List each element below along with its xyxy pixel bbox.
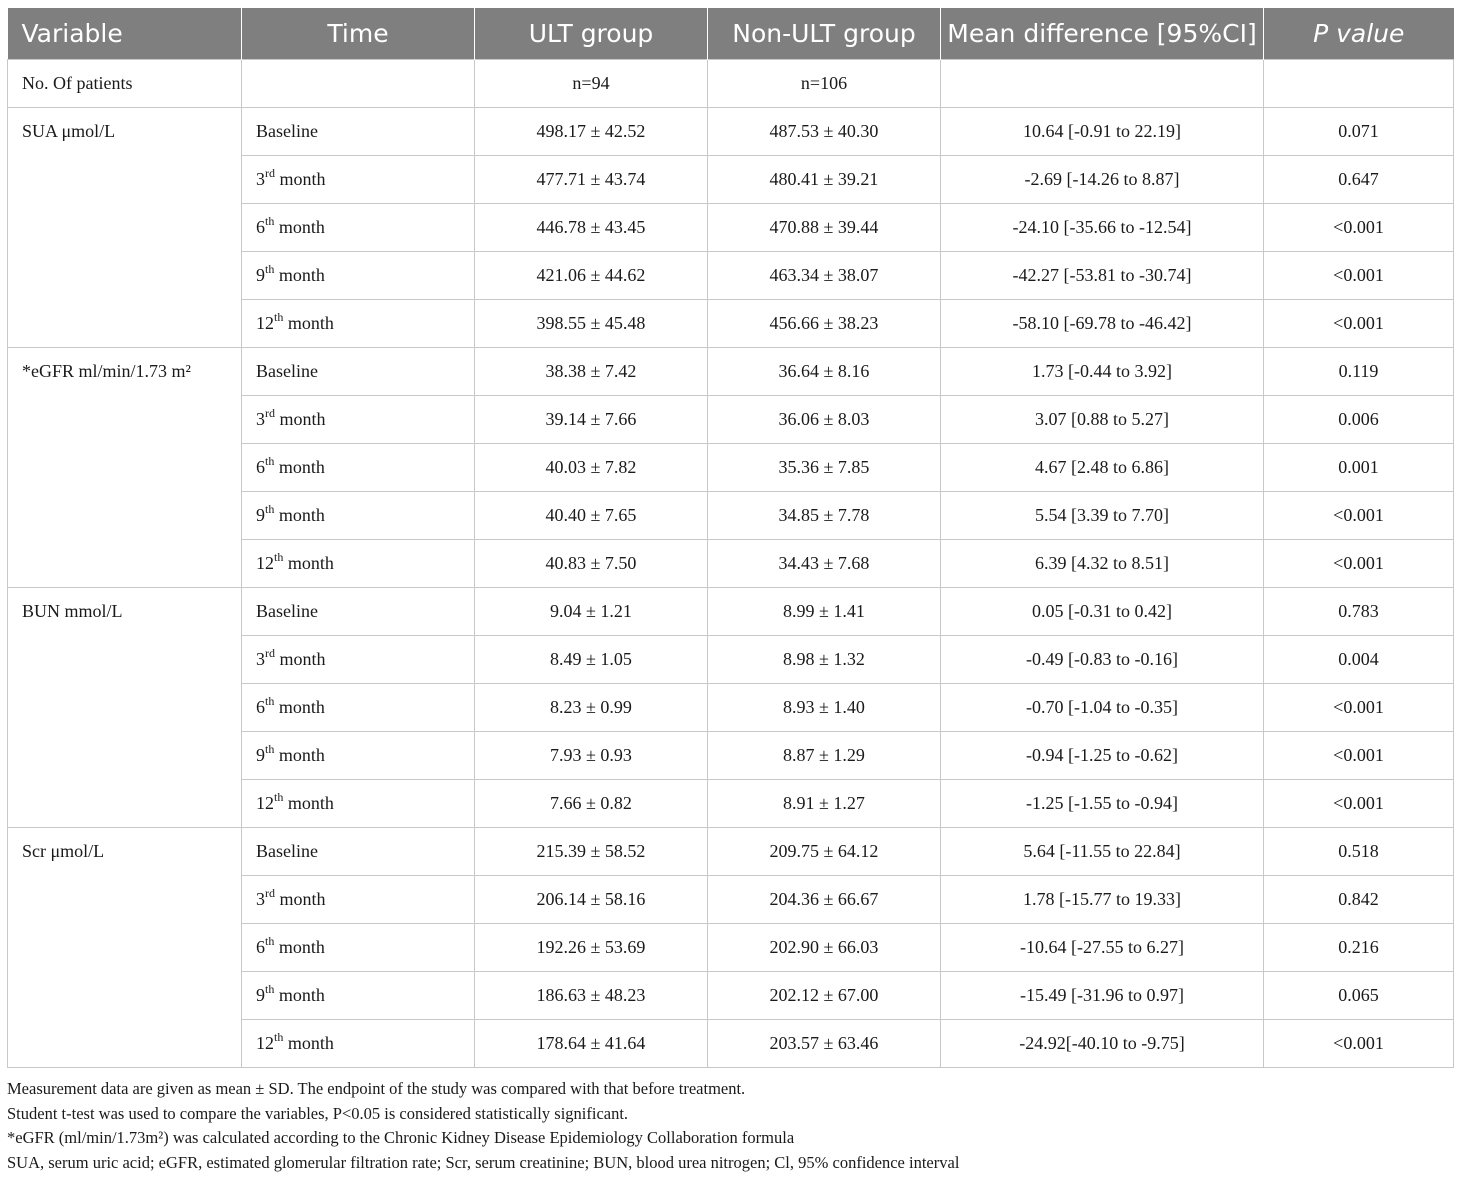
p-value-cell: 0.647	[1264, 156, 1454, 204]
time-value: 9	[256, 265, 265, 285]
p-value-cell: 0.216	[1264, 924, 1454, 972]
mean-difference-cell: 1.73 [-0.44 to 3.92]	[941, 348, 1264, 396]
header-ult-group: ULT group	[475, 8, 708, 60]
ult-value-cell: 9.04 ± 1.21	[475, 588, 708, 636]
non-ult-value-cell: 202.12 ± 67.00	[708, 972, 941, 1020]
ult-value-cell: 215.39 ± 58.52	[475, 828, 708, 876]
ordinal-suffix: th	[265, 454, 275, 468]
p-value-cell: <0.001	[1264, 300, 1454, 348]
p-value-cell: 0.518	[1264, 828, 1454, 876]
variable-cell: SUA μmol/L	[8, 108, 242, 348]
non-ult-value-cell: 487.53 ± 40.30	[708, 108, 941, 156]
time-unit: month	[275, 649, 326, 669]
time-cell	[242, 1020, 475, 1068]
ult-value-cell: 7.66 ± 0.82	[475, 780, 708, 828]
header-p-value: P value	[1264, 8, 1454, 60]
time-cell	[242, 492, 475, 540]
time-cell	[242, 876, 475, 924]
ult-value-cell: 8.49 ± 1.05	[475, 636, 708, 684]
time-cell	[242, 636, 475, 684]
non-ult-value-cell: 8.93 ± 1.40	[708, 684, 941, 732]
ordinal-suffix: th	[274, 310, 284, 324]
mean-difference-cell: 4.67 [2.48 to 6.86]	[941, 444, 1264, 492]
variable-cell: BUN mmol/L	[8, 588, 242, 828]
ordinal-suffix: th	[265, 982, 275, 996]
table-footnotes	[7, 1077, 1453, 1175]
time-value: 6	[256, 217, 265, 237]
ordinal-suffix: th	[265, 934, 275, 948]
results-table	[7, 8, 1454, 1068]
ult-value-cell: 38.38 ± 7.42	[475, 348, 708, 396]
mean-difference-cell: -58.10 [-69.78 to -46.42]	[941, 300, 1264, 348]
time-cell	[242, 444, 475, 492]
patients-diff-cell	[941, 60, 1264, 108]
time-unit: month	[274, 697, 325, 717]
ult-value-cell: 39.14 ± 7.66	[475, 396, 708, 444]
time-value: 12	[256, 313, 274, 333]
header-variable: Variable	[8, 8, 242, 60]
mean-difference-cell: -24.10 [-35.66 to -12.54]	[941, 204, 1264, 252]
non-ult-value-cell: 202.90 ± 66.03	[708, 924, 941, 972]
ordinal-suffix: th	[265, 742, 275, 756]
header-mean-difference: Mean difference [95%CI]	[941, 8, 1264, 60]
time-value: 6	[256, 937, 265, 957]
mean-difference-cell: -10.64 [-27.55 to 6.27]	[941, 924, 1264, 972]
mean-difference-cell: 10.64 [-0.91 to 22.19]	[941, 108, 1264, 156]
ult-value-cell: 40.03 ± 7.82	[475, 444, 708, 492]
p-value-cell: <0.001	[1264, 204, 1454, 252]
ult-value-cell: 498.17 ± 42.52	[475, 108, 708, 156]
time-cell	[242, 204, 475, 252]
mean-difference-cell: 1.78 [-15.77 to 19.33]	[941, 876, 1264, 924]
table-row	[8, 588, 1454, 636]
time-value: 3	[256, 889, 265, 909]
p-value-cell: 0.065	[1264, 972, 1454, 1020]
time-unit: month	[274, 265, 325, 285]
p-value-cell: <0.001	[1264, 252, 1454, 300]
p-value-cell: 0.119	[1264, 348, 1454, 396]
header-non-ult-group: Non-ULT group	[708, 8, 941, 60]
time-cell	[242, 924, 475, 972]
footnote: Student t-test was used to compare the variables, P<0.05 is considered statistically significant.	[7, 1103, 629, 1123]
ordinal-suffix: th	[274, 1030, 284, 1044]
ordinal-suffix: rd	[265, 406, 275, 420]
ordinal-suffix: th	[265, 262, 275, 276]
mean-difference-cell: -24.92[-40.10 to -9.75]	[941, 1020, 1264, 1068]
variable-cell: *eGFR ml/min/1.73 m²	[8, 348, 242, 588]
patients-time-cell	[242, 60, 475, 108]
p-value-cell: 0.783	[1264, 588, 1454, 636]
p-value-cell: 0.004	[1264, 636, 1454, 684]
time-unit: month	[274, 745, 325, 765]
time-unit: month	[275, 169, 326, 189]
time-unit: month	[275, 409, 326, 429]
time-value: 9	[256, 745, 265, 765]
footnote: SUA, serum uric acid; eGFR, estimated glomerular filtration rate; Scr, serum creatinine; BUN, blood urea nitrogen; Cl, 95% confidence interval	[7, 1152, 960, 1172]
time-cell	[242, 396, 475, 444]
time-unit: month	[274, 937, 325, 957]
p-value-cell: <0.001	[1264, 540, 1454, 588]
time-cell	[242, 348, 475, 396]
non-ult-value-cell: 203.57 ± 63.46	[708, 1020, 941, 1068]
time-cell	[242, 972, 475, 1020]
p-value-cell: <0.001	[1264, 1020, 1454, 1068]
non-ult-value-cell: 36.64 ± 8.16	[708, 348, 941, 396]
time-value: 9	[256, 505, 265, 525]
ult-value-cell: 192.26 ± 53.69	[475, 924, 708, 972]
mean-difference-cell: 5.64 [-11.55 to 22.84]	[941, 828, 1264, 876]
p-value-cell: <0.001	[1264, 492, 1454, 540]
ordinal-suffix: th	[265, 502, 275, 516]
p-value-cell: 0.842	[1264, 876, 1454, 924]
non-ult-value-cell: 36.06 ± 8.03	[708, 396, 941, 444]
footnote: Measurement data are given as mean ± SD. The endpoint of the study was compared with that before treatment.	[7, 1079, 746, 1098]
mean-difference-cell: 0.05 [-0.31 to 0.42]	[941, 588, 1264, 636]
non-ult-value-cell: 8.99 ± 1.41	[708, 588, 941, 636]
p-value-cell: <0.001	[1264, 780, 1454, 828]
p-value-cell: 0.006	[1264, 396, 1454, 444]
patients-non-ult-count: n=106	[708, 60, 941, 108]
ordinal-suffix: th	[274, 790, 284, 804]
ult-value-cell: 40.83 ± 7.50	[475, 540, 708, 588]
ordinal-suffix: rd	[265, 166, 275, 180]
time-unit: month	[283, 313, 334, 333]
non-ult-value-cell: 8.91 ± 1.27	[708, 780, 941, 828]
patients-row	[8, 60, 1454, 108]
time-value: Baseline	[256, 841, 318, 861]
p-value-cell: 0.001	[1264, 444, 1454, 492]
variable-cell: Scr μmol/L	[8, 828, 242, 1068]
ordinal-suffix: th	[265, 694, 275, 708]
mean-difference-cell: 5.54 [3.39 to 7.70]	[941, 492, 1264, 540]
mean-difference-cell: -42.27 [-53.81 to -30.74]	[941, 252, 1264, 300]
table-row	[8, 828, 1454, 876]
ult-value-cell: 8.23 ± 0.99	[475, 684, 708, 732]
non-ult-value-cell: 470.88 ± 39.44	[708, 204, 941, 252]
time-cell	[242, 828, 475, 876]
time-cell	[242, 588, 475, 636]
ordinal-suffix: rd	[265, 646, 275, 660]
mean-difference-cell: -0.49 [-0.83 to -0.16]	[941, 636, 1264, 684]
non-ult-value-cell: 35.36 ± 7.85	[708, 444, 941, 492]
time-value: 12	[256, 793, 274, 813]
time-unit: month	[283, 793, 334, 813]
time-value: 6	[256, 457, 265, 477]
p-value-cell: <0.001	[1264, 732, 1454, 780]
time-value: 9	[256, 985, 265, 1005]
non-ult-value-cell: 8.87 ± 1.29	[708, 732, 941, 780]
non-ult-value-cell: 8.98 ± 1.32	[708, 636, 941, 684]
patients-label: No. Of patients	[8, 60, 242, 108]
time-unit: month	[274, 217, 325, 237]
mean-difference-cell: -15.49 [-31.96 to 0.97]	[941, 972, 1264, 1020]
mean-difference-cell: 3.07 [0.88 to 5.27]	[941, 396, 1264, 444]
time-value: Baseline	[256, 361, 318, 381]
mean-difference-cell: -0.94 [-1.25 to -0.62]	[941, 732, 1264, 780]
non-ult-value-cell: 34.43 ± 7.68	[708, 540, 941, 588]
non-ult-value-cell: 456.66 ± 38.23	[708, 300, 941, 348]
header-row	[8, 8, 1454, 60]
time-cell	[242, 156, 475, 204]
results-table-container	[7, 8, 1453, 1175]
time-cell	[242, 300, 475, 348]
time-cell	[242, 780, 475, 828]
non-ult-value-cell: 204.36 ± 66.67	[708, 876, 941, 924]
header-time: Time	[242, 8, 475, 60]
time-cell	[242, 732, 475, 780]
time-value: Baseline	[256, 121, 318, 141]
time-value: 6	[256, 697, 265, 717]
time-value: 12	[256, 553, 274, 573]
table-row	[8, 108, 1454, 156]
time-value: 12	[256, 1033, 274, 1053]
time-value: Baseline	[256, 601, 318, 621]
non-ult-value-cell: 34.85 ± 7.78	[708, 492, 941, 540]
time-unit: month	[274, 985, 325, 1005]
ult-value-cell: 40.40 ± 7.65	[475, 492, 708, 540]
footnote: *eGFR (ml/min/1.73m²) was calculated according to the Chronic Kidney Disease Epidemiology Collaboration formula	[7, 1128, 795, 1147]
p-value-cell: <0.001	[1264, 684, 1454, 732]
ult-value-cell: 446.78 ± 43.45	[475, 204, 708, 252]
patients-p-cell	[1264, 60, 1454, 108]
time-value: 3	[256, 649, 265, 669]
time-unit: month	[274, 505, 325, 525]
ordinal-suffix: rd	[265, 886, 275, 900]
time-cell	[242, 540, 475, 588]
non-ult-value-cell: 209.75 ± 64.12	[708, 828, 941, 876]
ult-value-cell: 178.64 ± 41.64	[475, 1020, 708, 1068]
ult-value-cell: 477.71 ± 43.74	[475, 156, 708, 204]
ult-value-cell: 421.06 ± 44.62	[475, 252, 708, 300]
mean-difference-cell: -1.25 [-1.55 to -0.94]	[941, 780, 1264, 828]
time-unit: month	[274, 457, 325, 477]
ult-value-cell: 186.63 ± 48.23	[475, 972, 708, 1020]
mean-difference-cell: -2.69 [-14.26 to 8.87]	[941, 156, 1264, 204]
time-value: 3	[256, 169, 265, 189]
table-row	[8, 348, 1454, 396]
time-unit: month	[283, 1033, 334, 1053]
ult-value-cell: 206.14 ± 58.16	[475, 876, 708, 924]
time-unit: month	[283, 553, 334, 573]
p-value-cell: 0.071	[1264, 108, 1454, 156]
ordinal-suffix: th	[265, 214, 275, 228]
non-ult-value-cell: 463.34 ± 38.07	[708, 252, 941, 300]
patients-ult-count: n=94	[475, 60, 708, 108]
ult-value-cell: 7.93 ± 0.93	[475, 732, 708, 780]
mean-difference-cell: -0.70 [-1.04 to -0.35]	[941, 684, 1264, 732]
time-value: 3	[256, 409, 265, 429]
non-ult-value-cell: 480.41 ± 39.21	[708, 156, 941, 204]
mean-difference-cell: 6.39 [4.32 to 8.51]	[941, 540, 1264, 588]
ordinal-suffix: th	[274, 550, 284, 564]
time-unit: month	[275, 889, 326, 909]
time-cell	[242, 108, 475, 156]
time-cell	[242, 252, 475, 300]
time-cell	[242, 684, 475, 732]
ult-value-cell: 398.55 ± 45.48	[475, 300, 708, 348]
